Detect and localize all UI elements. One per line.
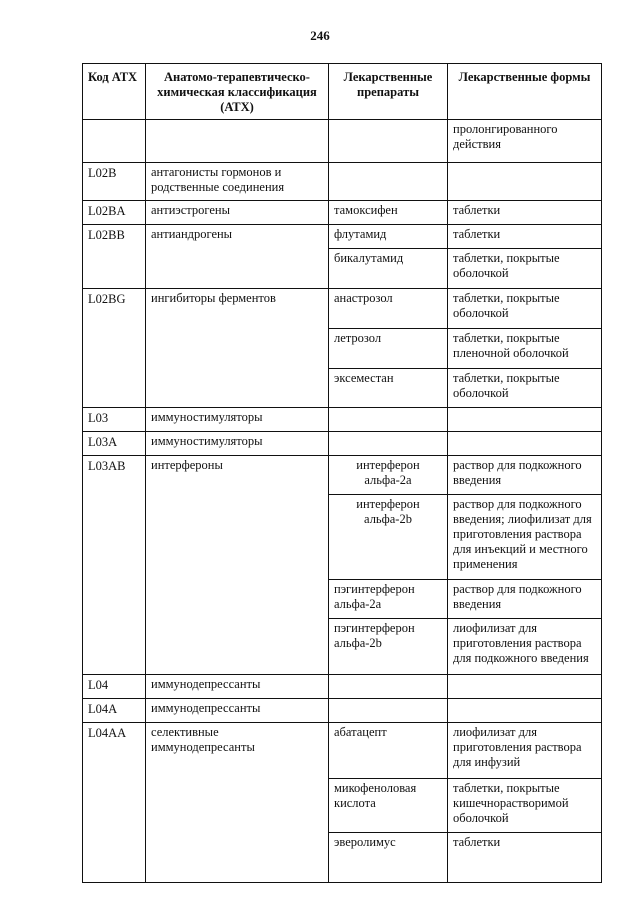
atc-code: L02BG: [83, 289, 146, 408]
atc-code: L04: [83, 675, 146, 699]
form-cell: таблетки, покрытые кишечнорастворимой оболочкой: [448, 779, 602, 833]
atc-code: L04A: [83, 699, 146, 723]
classification-cell: иммунодепрессанты: [146, 675, 329, 699]
form-cell: лиофилизат для приготовления раствора для инфузий: [448, 723, 602, 779]
header-forms: Лекарственные формы: [448, 64, 602, 120]
atc-table: [82, 63, 602, 883]
atc-code: L03A: [83, 432, 146, 456]
drug-cell: интерферон альфа-2а: [329, 456, 448, 495]
drug-cell: эксеместан: [329, 369, 448, 408]
atc-code: L03AB: [83, 456, 146, 675]
atc-code: L02BA: [83, 201, 146, 225]
drug-cell: абатацепт: [329, 723, 448, 779]
table-row: [83, 225, 602, 249]
form-cell: таблетки: [448, 833, 602, 883]
table-row: [83, 675, 602, 699]
drug-cell: интерферон альфа-2b: [329, 495, 448, 580]
form-cell: таблетки, покрытые пленочной оболочкой: [448, 329, 602, 369]
table-row: [83, 699, 602, 723]
atc-code: L04AA: [83, 723, 146, 883]
form-cell: таблетки: [448, 225, 602, 249]
table-row: [83, 120, 602, 163]
classification-cell: антиандрогены: [146, 225, 329, 289]
classification-cell: ингибиторы ферментов: [146, 289, 329, 408]
atc-code: L03: [83, 408, 146, 432]
drug-cell: анастрозол: [329, 289, 448, 329]
classification-cell: иммунодепрессанты: [146, 699, 329, 723]
table-row: [83, 289, 602, 329]
table-row: [83, 201, 602, 225]
header-classification: Анатомо-терапевтическо-химическая классификация (АТХ): [146, 64, 329, 120]
table-header-row: [83, 64, 602, 120]
form-cell: пролонгированного действия: [448, 120, 602, 163]
form-cell: таблетки, покрытые оболочкой: [448, 289, 602, 329]
drug-cell: тамоксифен: [329, 201, 448, 225]
form-cell: таблетки, покрытые оболочкой: [448, 249, 602, 289]
form-cell: раствор для подкожного введения; лиофилизат для приготовления раствора для инъекций и местного применения: [448, 495, 602, 580]
drug-cell: эверолимус: [329, 833, 448, 883]
table-row: [83, 432, 602, 456]
form-cell: таблетки, покрытые оболочкой: [448, 369, 602, 408]
drug-cell: бикалутамид: [329, 249, 448, 289]
form-cell: таблетки: [448, 201, 602, 225]
table-row: [83, 408, 602, 432]
classification-cell: интерфероны: [146, 456, 329, 675]
atc-code: L02B: [83, 163, 146, 201]
drug-cell: пэгинтерферон альфа-2а: [329, 580, 448, 619]
form-cell: лиофилизат для приготовления раствора для подкожного введения: [448, 619, 602, 675]
drug-cell: летрозол: [329, 329, 448, 369]
form-cell: раствор для подкожного введения: [448, 456, 602, 495]
classification-cell: селективные иммунодепресанты: [146, 723, 329, 883]
drug-cell: микофеноловая кислота: [329, 779, 448, 833]
table-row: [83, 163, 602, 201]
drug-cell: флутамид: [329, 225, 448, 249]
classification-cell: иммуностимуляторы: [146, 432, 329, 456]
header-drugs: Лекарственные препараты: [329, 64, 448, 120]
header-code: Код АТХ: [83, 64, 146, 120]
classification-cell: антиэстрогены: [146, 201, 329, 225]
page-number: 246: [310, 28, 330, 43]
table-row: [83, 456, 602, 495]
drug-cell: пэгинтерферон альфа-2b: [329, 619, 448, 675]
classification-cell: антагонисты гормонов и родственные соединения: [146, 163, 329, 201]
form-cell: раствор для подкожного введения: [448, 580, 602, 619]
table-row: [83, 723, 602, 779]
classification-cell: иммуностимуляторы: [146, 408, 329, 432]
atc-code: L02BB: [83, 225, 146, 289]
